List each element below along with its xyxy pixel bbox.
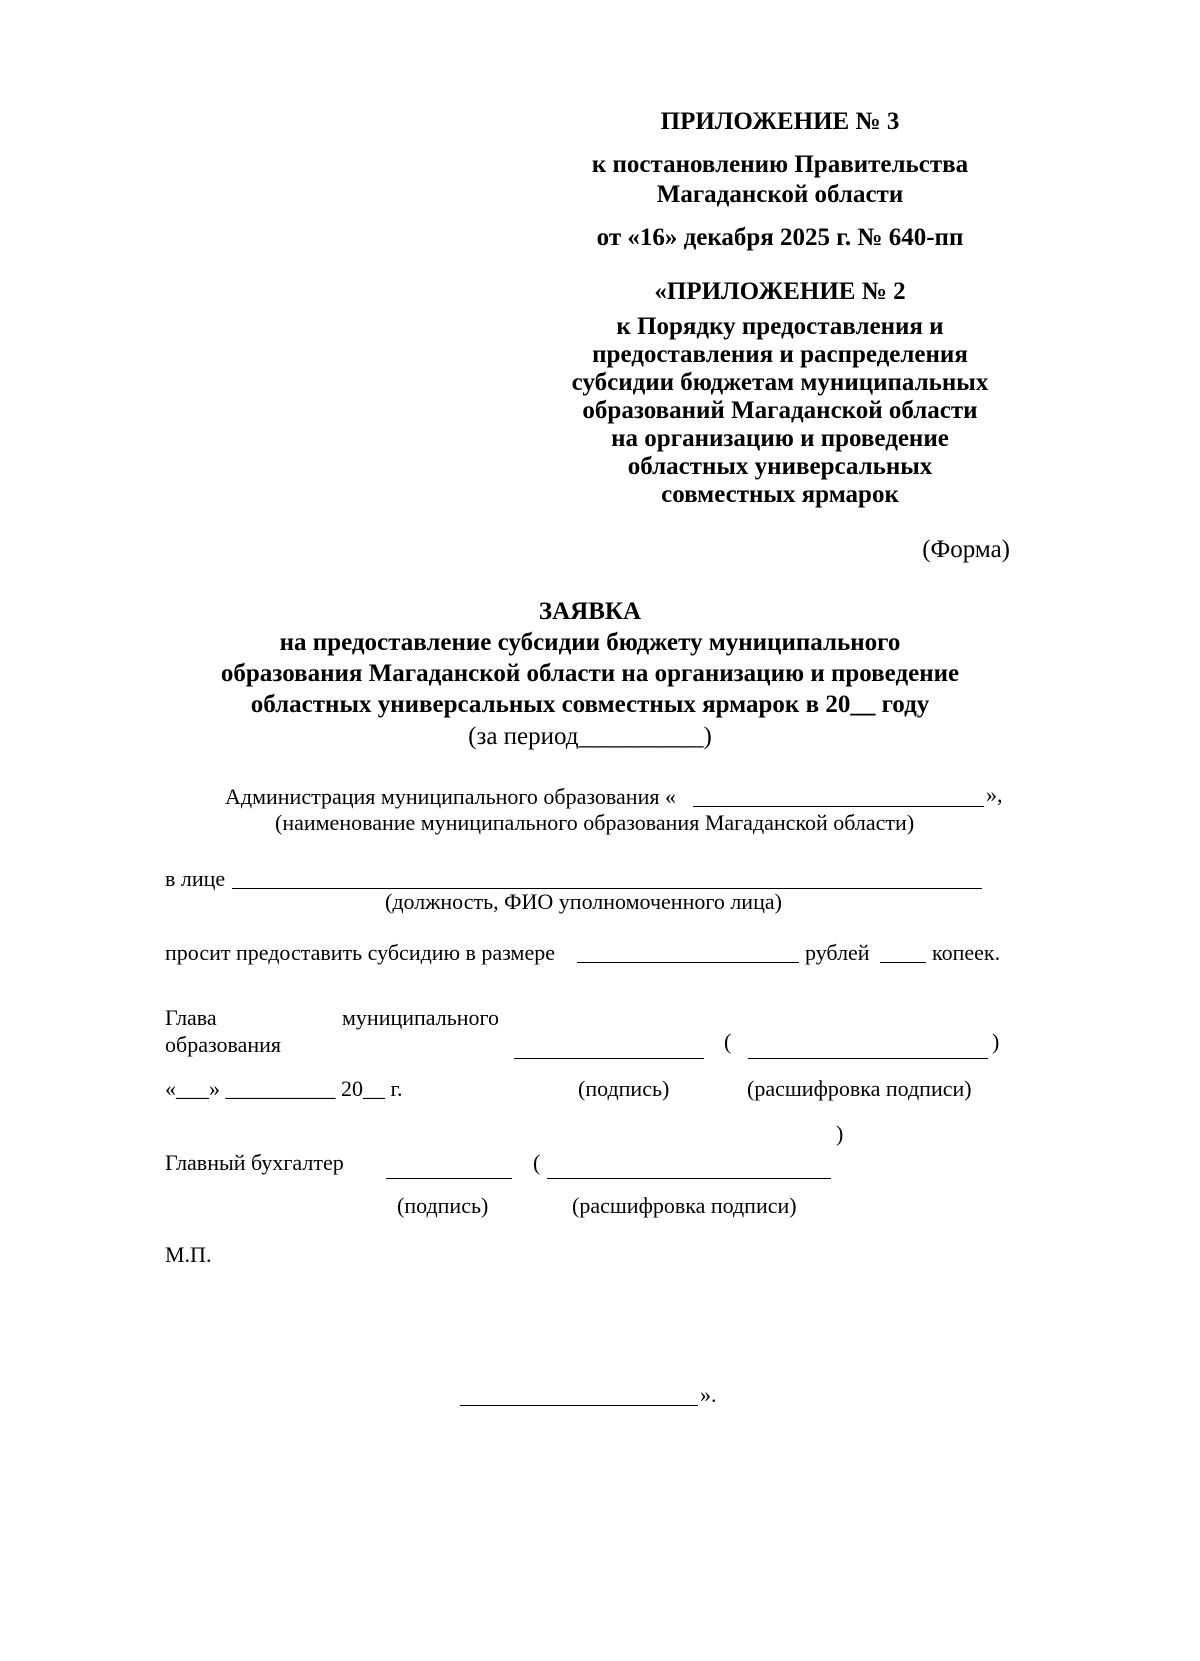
appendix2-title: «ПРИЛОЖЕНИЕ № 2 (654, 278, 906, 305)
rubles-label: рублей (805, 940, 870, 965)
head-word-3: образования (165, 1032, 282, 1057)
seal-label: М.П. (165, 1242, 212, 1267)
kopecks-label: копеек. (932, 940, 1001, 965)
accountant-decoding-line (547, 1178, 831, 1179)
admin-prefix: Администрация муниципального образования « (225, 784, 676, 809)
appendix3-line-2: Магаданской области (656, 181, 904, 208)
kopecks-line (880, 962, 926, 963)
accountant-open-paren: ( (533, 1150, 541, 1175)
request-title: ЗАЯВКА (538, 598, 642, 625)
admin-name-line (693, 806, 984, 807)
request-line-1: на предоставление субсидии бюджету муниципального (279, 629, 901, 656)
rubles-line (577, 962, 799, 963)
admin-suffix: », (986, 782, 1003, 807)
request-amount-prefix: просит предоставить субсидию в размере (165, 940, 555, 965)
accountant-signature-caption: (подпись) (397, 1193, 489, 1218)
appendix2-line-1: к Порядку предоставления и (616, 313, 944, 340)
closing-line (460, 1405, 698, 1406)
in-person-caption: (должность, ФИО уполномоченного лица) (385, 889, 782, 914)
accountant-label: Главный бухгалтер (165, 1150, 344, 1175)
head-word-1: Глава (165, 1005, 217, 1030)
request-line-2: образования Магаданской области на организацию и проведение (220, 660, 960, 687)
appendix2-line-3: субсидии бюджетам муниципальных (571, 369, 989, 396)
admin-caption: (наименование муниципального образования Магаданской области) (275, 810, 915, 835)
accountant-decoding-caption: (расшифровка подписи) (572, 1193, 797, 1218)
appendix2-line-5: на организацию и проведение (611, 425, 949, 452)
closing-mark: ». (700, 1382, 717, 1407)
form-label: (Форма) (922, 536, 1010, 563)
head-decoding-line (748, 1058, 988, 1059)
appendix3-date-line: от «16» декабря 2025 г. № 640-пп (596, 224, 964, 251)
head-open-paren: ( (724, 1029, 732, 1054)
date-template: «___» __________ 20__ г. (165, 1076, 403, 1101)
appendix2-line-4: образований Магаданской области (582, 397, 978, 424)
head-close-paren: ) (992, 1029, 1000, 1054)
appendix2-line-7: совместных ярмарок (661, 481, 899, 508)
head-decoding-caption: (расшифровка подписи) (747, 1076, 972, 1101)
appendix3-line-1: к постановлению Правительства (591, 151, 969, 178)
accountant-close-paren: ) (836, 1121, 844, 1146)
head-word-2: муниципального (342, 1005, 500, 1030)
request-line-3: областных универсальных совместных ярмарок в 20__ году (250, 691, 930, 718)
appendix2-line-2: предоставления и распределения (592, 341, 968, 368)
head-signature-caption: (подпись) (578, 1076, 670, 1101)
appendix3-title: ПРИЛОЖЕНИЕ № 3 (660, 108, 900, 135)
accountant-signature-line (386, 1178, 512, 1179)
appendix2-line-6: областных универсальных (627, 453, 933, 480)
request-period: (за период__________) (468, 723, 712, 750)
head-signature-line (514, 1058, 704, 1059)
in-person-label: в лице (165, 866, 226, 891)
